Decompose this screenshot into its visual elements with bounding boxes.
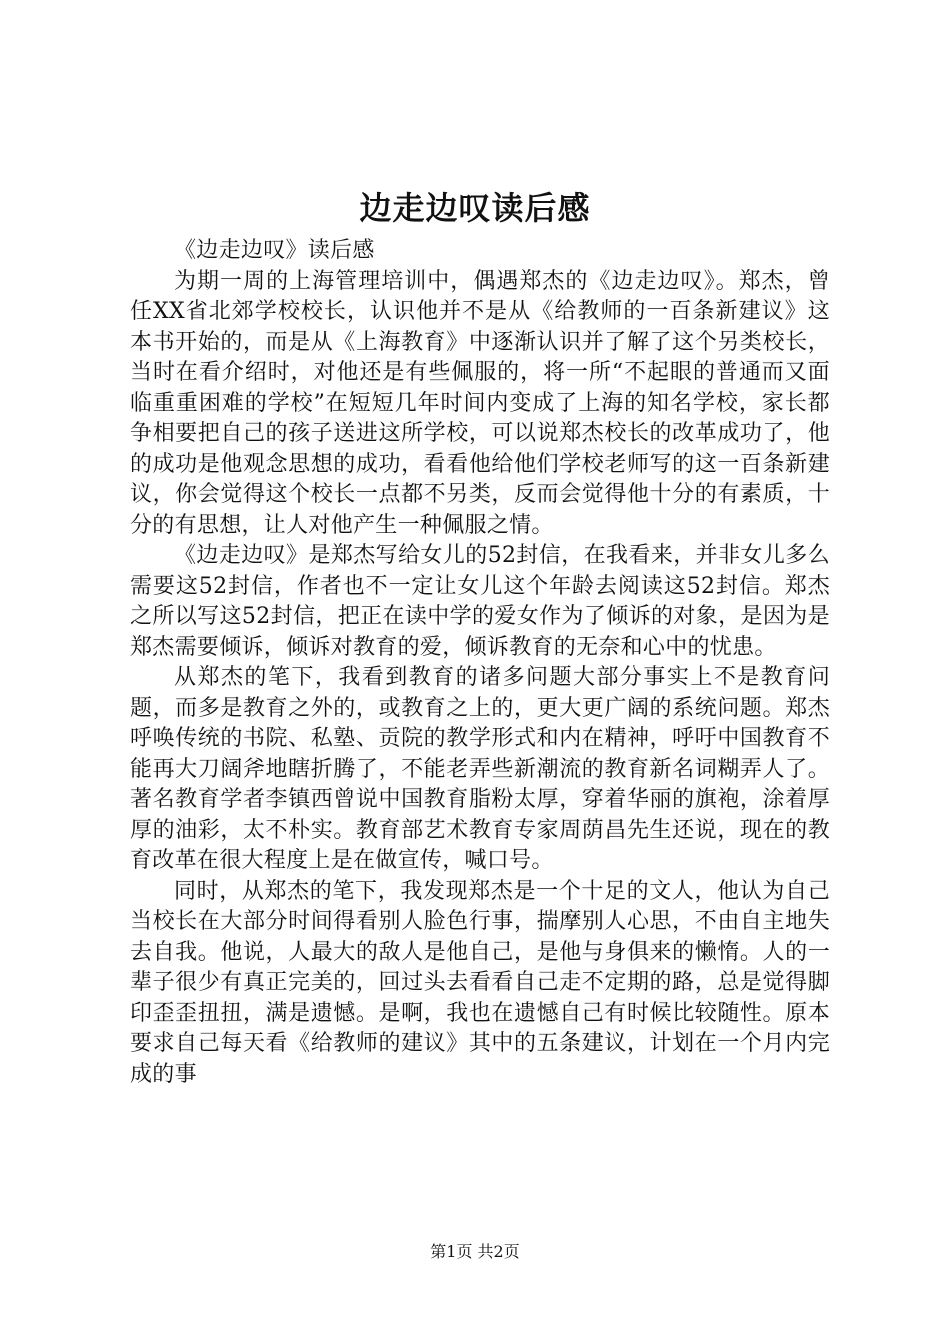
document-body <box>130 236 830 1090</box>
paragraph-3: 从郑杰的笔下，我看到教育的诸多问题大部分事实上不是教育问题，而多是教育之外的，或教育之上的，更大更广阔的系统问题。郑杰呼唤传统的书院、私塾、贡院的教学形式和内在精神，呼吁中国教育不能再大刀阔斧地瞎折腾了，不能老弄些新潮流的教育新名词糊弄人了。著名教育学者李镇西曾说中国教育脂粉太厚，穿着华丽的旗袍，涂着厚厚的油彩，太不朴实。教育部艺术教育专家周荫昌先生还说，现在的教育改革在很大程度上是在做宣传，喊口号。 <box>130 665 830 873</box>
document-title: 边走边叹读后感 <box>359 189 591 227</box>
paragraph-subtitle: 《边走边叹》读后感 <box>174 238 375 263</box>
paragraph-2: 《边走边叹》是郑杰写给女儿的52封信，在我看来，并非女儿多么需要这52封信，作者也不一定让女儿这个年龄去阅读这52封信。郑杰之所以写这52封信，把正在读中学的爱女作为了倾诉的对象，是因为是郑杰需要倾诉，倾诉对教育的爱，倾诉教育的无奈和心中的忧患。 <box>130 543 830 660</box>
paragraph-1: 为期一周的上海管理培训中，偶遇郑杰的《边走边叹》。郑杰，曾任XX省北郊学校校长，认识他并不是从《给教师的一百条新建议》这本书开始的，而是从《上海教育》中逐渐认识并了解了这个另类校长，当时在看介绍时，对他还是有些佩服的，将一所“不起眼的普通而又面临重重困难的学校”在短短几年时间内变成了上海的知名学校，家长都争相要把自己的孩子送进这所学校，可以说郑杰校长的改革成功了，他的成功是他观念思想的成功，看看他给他们学校老师写的这一百条新建议，你会觉得这个校长一点都不另类，反而会觉得他十分的有素质，十分的有思想，让人对他产生一种佩服之情。 <box>130 268 830 538</box>
page-number-footer: 第1页 共2页 <box>430 1242 520 1261</box>
paragraph-4: 同时，从郑杰的笔下，我发现郑杰是一个十足的文人，他认为自己当校长在大部分时间得看别人脸色行事，揣摩别人心思，不由自主地失去自我。他说，人最大的敌人是他自己，是他与身俱来的懒惰。人的一辈子很少有真正完美的，回过头去看看自己走不定期的路，总是觉得脚印歪歪扭扭，满是遗憾。是啊，我也在遗憾自己有时候比较随性。原本要求自己每天看《给教师的建议》其中的五条建议，计划在一个月内完成的事 <box>130 878 830 1087</box>
